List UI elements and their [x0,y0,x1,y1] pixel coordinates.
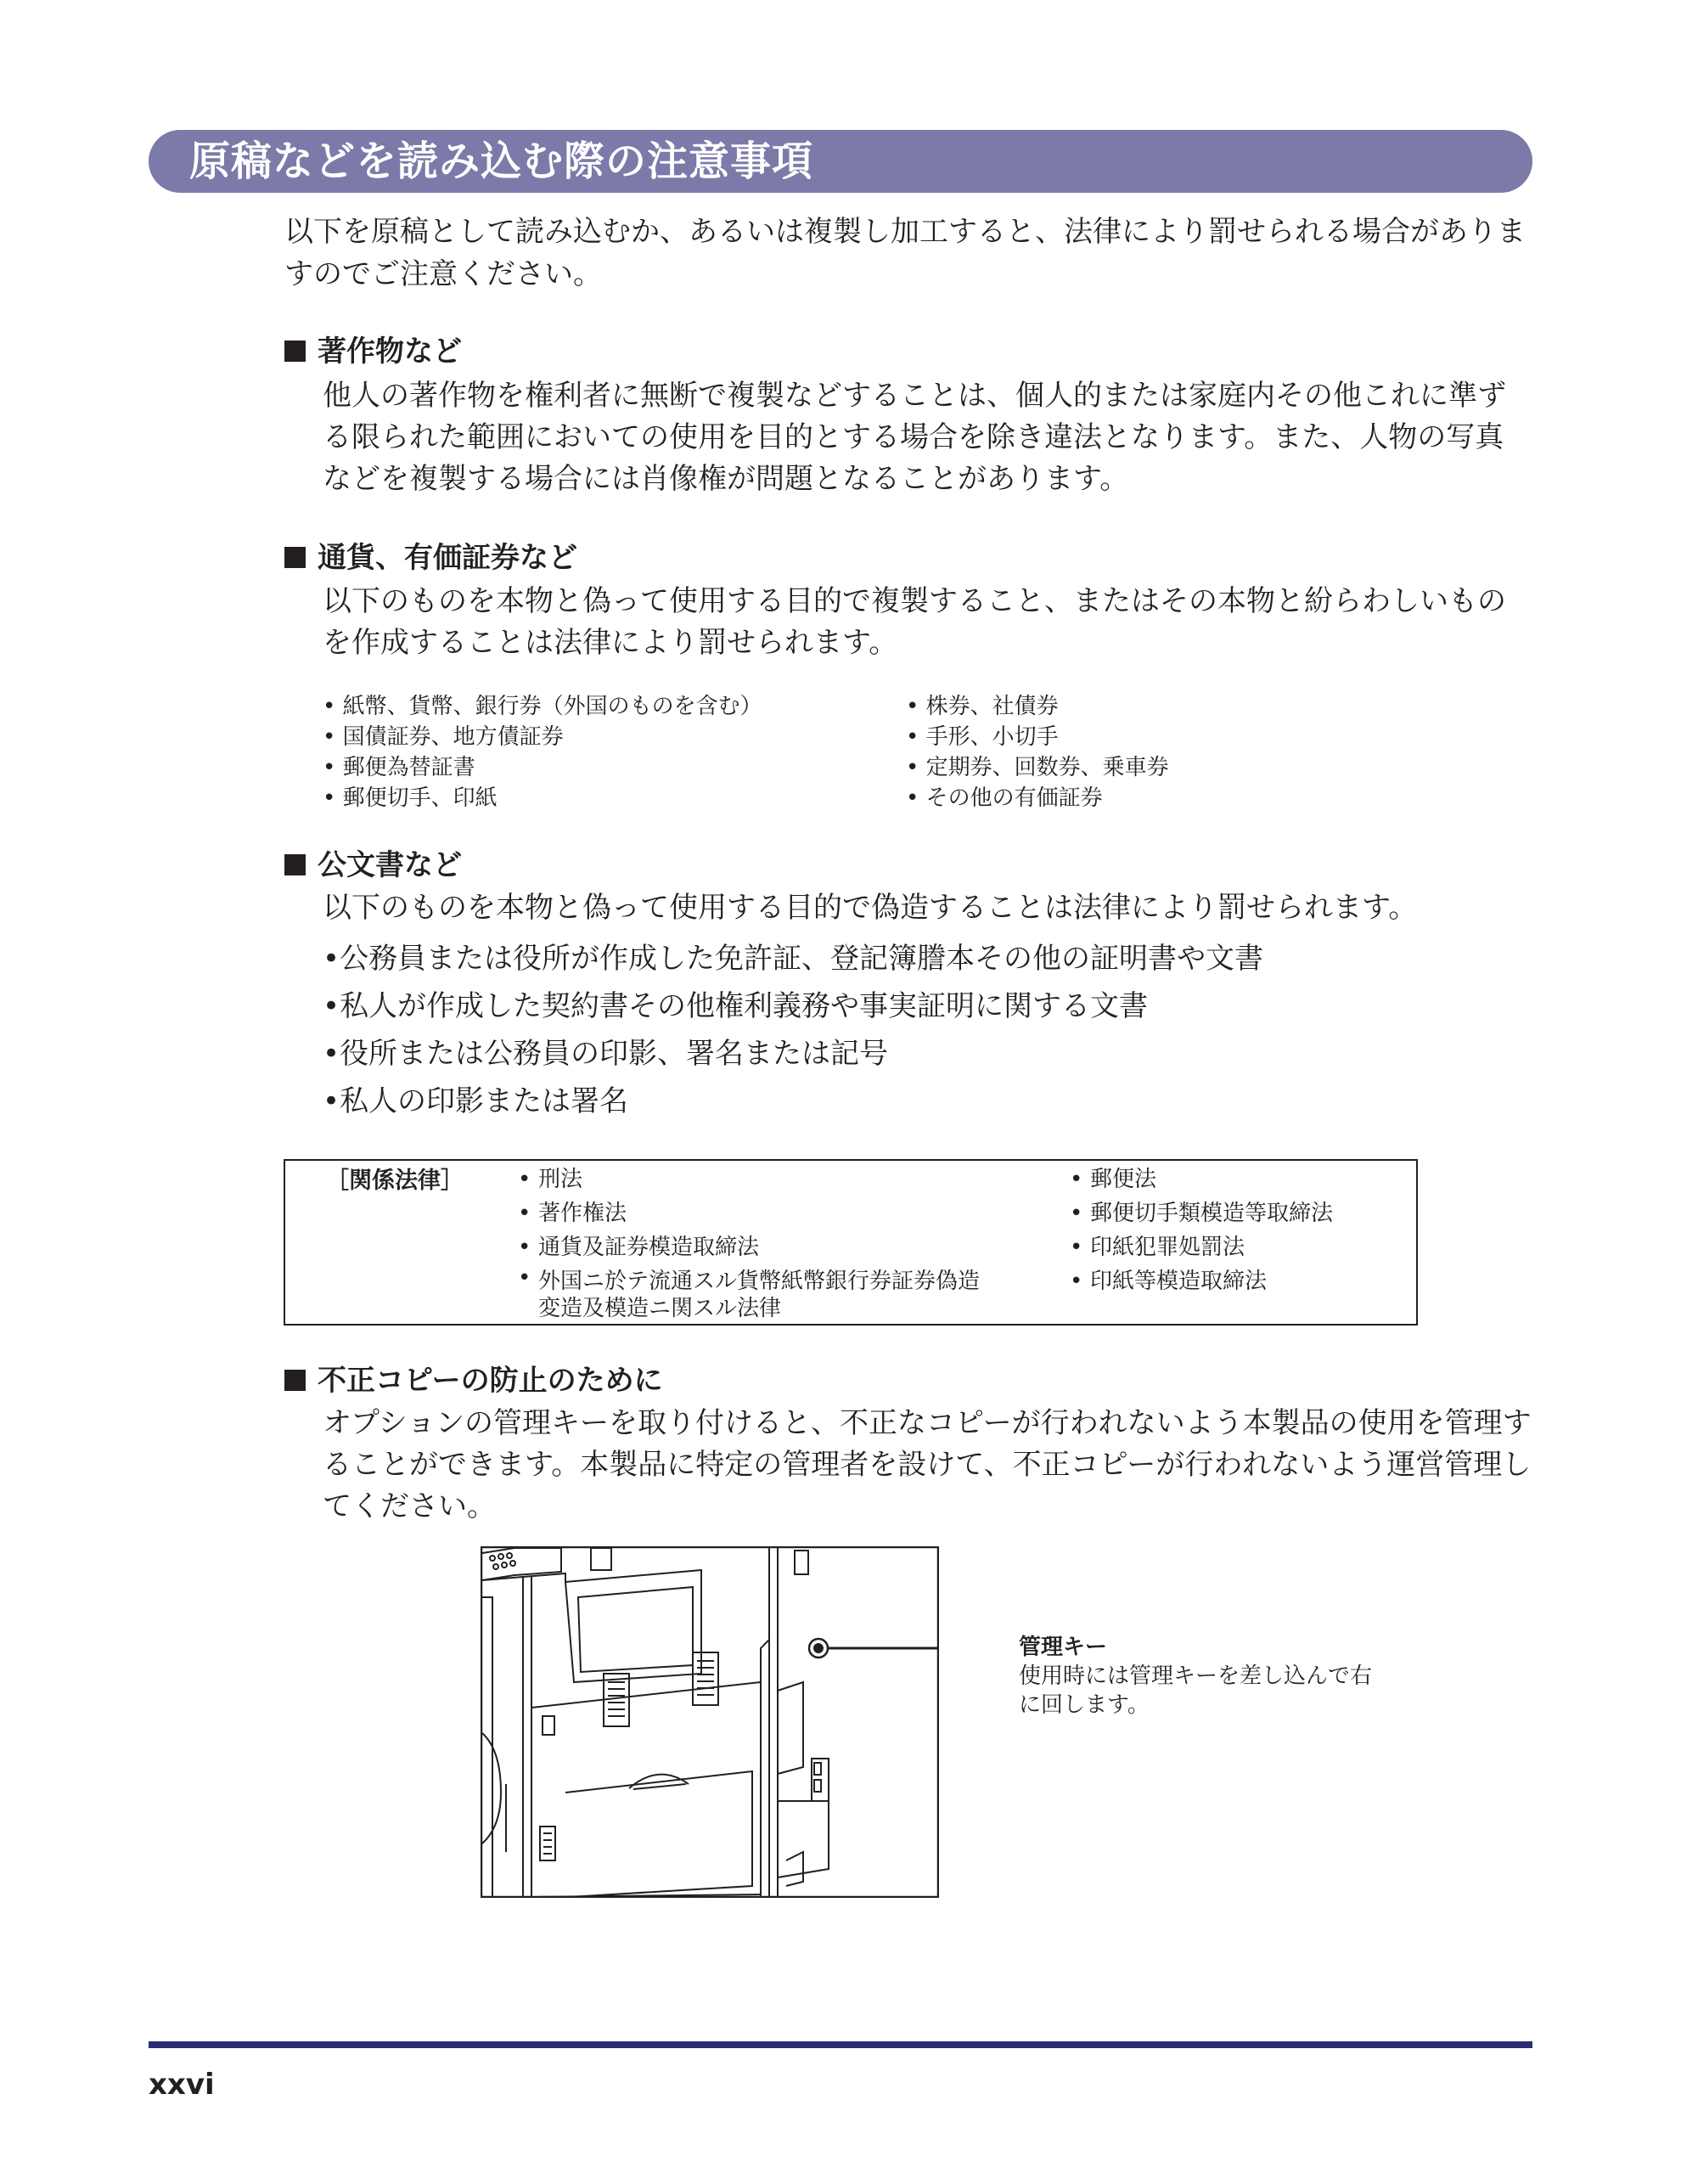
square-bullet-icon [284,341,306,362]
callout-title: 管理キー [1019,1635,1108,1660]
list-item: • 郵便法 [1070,1162,1333,1196]
heading-copyright-text: 著作物など [318,335,462,369]
list-item: • 紙幣、貨幣、銀行券（外国のものを含む） [323,691,762,722]
list-item: • 通貨及証券模造取締法 [518,1230,980,1264]
official-list [323,935,1263,1125]
list-item: • その他の有価証券 [906,783,1169,813]
currency-paragraph: 以下のものを本物と偽って使用する目的で複製すること、またはその本物と紛らわしいものを作成することは法律により罰せられます。 [323,584,1506,660]
official-paragraph: 以下のものを本物と偽って使用する目的で偽造することは法律により罰せられます。 [323,891,1418,925]
page-number: xxvi [149,2068,215,2102]
related-laws-label: ［関係法律］ [326,1168,464,1194]
list-item: • 定期券、回数券、乗車券 [906,752,1169,783]
list-item: • 私人の印影または署名 [323,1078,1263,1125]
square-bullet-icon [284,854,306,875]
list-item: • 手形、小切手 [906,722,1169,752]
copyright-paragraph: 他人の著作物を権利者に無断で複製などすることは、個人的または家庭内その他これに準ずる限られた範囲においての使用を目的とする場合を除き違法となります。また、人物の写真などを複製する場合には肖像権が問題となることがあります。 [323,379,1506,496]
callout-text: 使用時には管理キーを差し込んで右に回します。 [1019,1663,1373,1718]
list-item [518,1264,980,1322]
square-bullet-icon [284,547,306,568]
list-item: • 郵便切手、印紙 [323,783,762,813]
square-bullet-icon [284,1370,306,1391]
heading-currency-text: 通貨、有価証券など [318,541,577,575]
footer-rule [149,2041,1532,2048]
heading-copyright [284,333,462,370]
law-line-2: 変造及模造ニ関スル法律 [538,1296,782,1321]
list-item: • 私人が作成した契約書その他権利義務や事実証明に関する文書 [323,982,1263,1030]
heading-official [284,847,462,884]
heading-official-text: 公文書など [318,848,462,882]
list-item: • 役所または公務員の印影、署名または記号 [323,1030,1263,1078]
laws-list-left [518,1162,980,1322]
anticopy-paragraph: オプションの管理キーを取り付けると、不正なコピーが行われないよう本製品の使用を管理することができます。本製品に特定の管理者を設けて、不正コピーが行われないよう運営管理してください。 [323,1406,1532,1523]
list-item: • 印紙等模造取締法 [1070,1264,1333,1298]
page-title: 原稿などを読み込む際の注意事項 [189,138,814,185]
related-laws-box [284,1159,1418,1326]
list-item: • 郵便為替証書 [323,752,762,783]
heading-anticopy-text: 不正コピーの防止のために [318,1364,663,1398]
list-item: • 著作権法 [518,1196,980,1230]
copier-side-illustration [481,1546,939,1898]
list-item: • 印紙犯罪処罰法 [1070,1230,1333,1264]
intro-paragraph: 以下を原稿として読み込むか、あるいは複製し加工すると、法律により罰せられる場合がありますのでご注意ください。 [284,215,1526,291]
heading-currency [284,539,577,577]
list-item: • 株券、社債券 [906,691,1169,722]
list-item: • 国債証券、地方債証券 [323,722,762,752]
law-line-1: 外国ニ於テ流通スル貨幣紙幣銀行券証券偽造 [538,1269,981,1294]
currency-list-right [906,691,1169,813]
list-item: • 公務員または役所が作成した免許証、登記簿謄本その他の証明書や文書 [323,935,1263,982]
list-item: • 郵便切手類模造等取締法 [1070,1196,1333,1230]
list-item: • 刑法 [518,1162,980,1196]
currency-list-left [323,691,762,813]
laws-list-right [1070,1162,1333,1298]
section-title-banner [149,130,1532,193]
heading-anticopy [284,1362,663,1399]
